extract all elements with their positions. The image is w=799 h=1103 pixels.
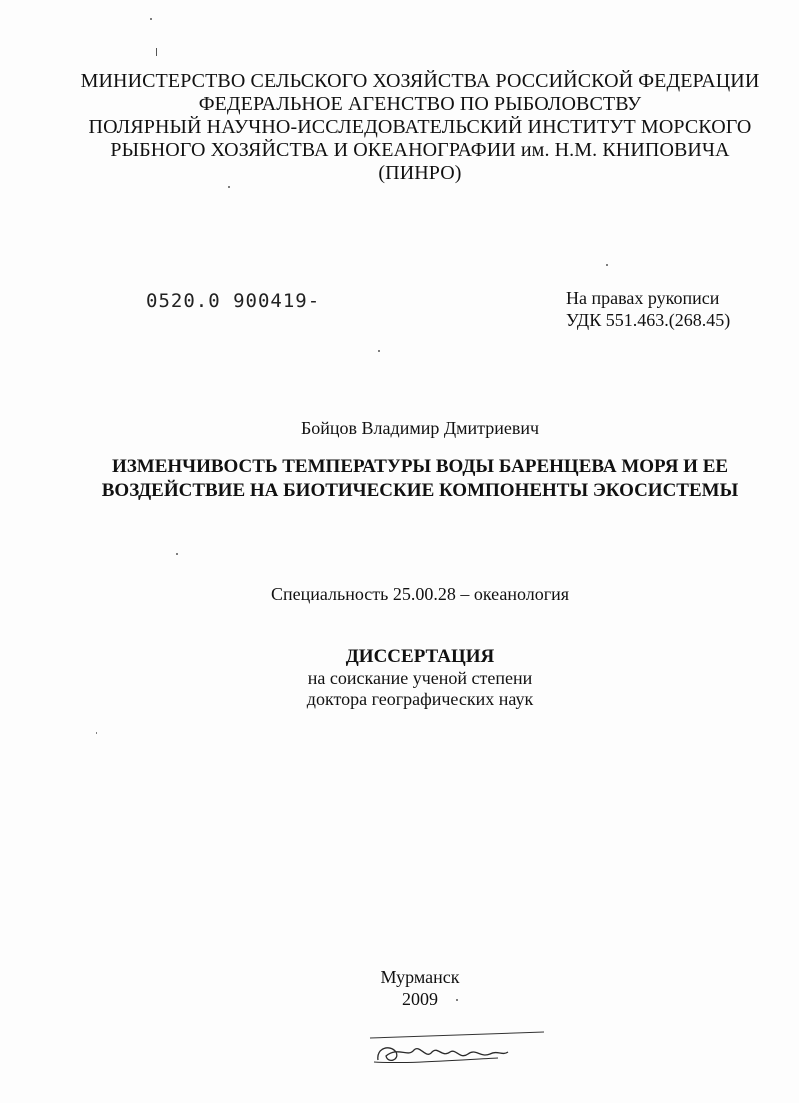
scan-speck: [378, 350, 380, 352]
header-line-ministry: МИНИСТЕРСТВО СЕЛЬСКОГО ХОЗЯЙСТВА РОССИЙСКОЙ ФЕДЕРАЦИИ: [80, 70, 760, 92]
scan-speck: [96, 732, 97, 734]
header-line-institute: ПОЛЯРНЫЙ НАУЧНО-ИССЛЕДОВАТЕЛЬСКИЙ ИНСТИТУТ МОРСКОГО: [88, 116, 752, 138]
scan-speck: [228, 186, 230, 188]
rights-line: На правах рукописи: [566, 288, 720, 308]
header-line-abbreviation: (ПИНРО): [378, 162, 462, 184]
degree-line-2: доктора географических наук: [306, 689, 534, 709]
title-line-1: ИЗМЕНЧИВОСТЬ ТЕМПЕРАТУРЫ ВОДЫ БАРЕНЦЕВА МОРЯ И ЕЕ: [111, 456, 729, 477]
year: 2009: [402, 989, 438, 1009]
inventory-number: 0520.0 900419-: [146, 290, 321, 312]
title-line-2: ВОЗДЕЙСТВИЕ НА БИОТИЧЕСКИЕ КОМПОНЕНТЫ ЭКОСИСТЕМЫ: [101, 480, 739, 501]
scan-speck: [150, 18, 152, 20]
header-line-institute-cont: РЫБНОГО ХОЗЯЙСТВА И ОКЕАНОГРАФИИ им. Н.М. КНИПОВИЧА: [110, 139, 730, 161]
city: Мурманск: [380, 967, 460, 987]
dissertation-title: [0, 455, 799, 503]
scan-speck: [606, 264, 608, 266]
signature-scribble: [368, 1030, 548, 1070]
udc-code: УДК 551.463.(268.45): [566, 310, 731, 330]
scan-speck: [456, 999, 458, 1001]
dissertation-heading: ДИССЕРТАЦИЯ: [345, 646, 495, 667]
manuscript-rights: [566, 287, 730, 331]
dissertation-block: [0, 646, 799, 710]
degree-line-1: на соискание ученой степени: [307, 668, 533, 688]
scan-speck: [176, 553, 178, 555]
place-and-year: [0, 966, 799, 1010]
author-name: Бойцов Владимир Дмитриевич: [300, 418, 540, 438]
speciality: Специальность 25.00.28 – океанология: [270, 584, 570, 604]
scan-speck: [156, 48, 157, 56]
header-line-agency: ФЕДЕРАЛЬНОЕ АГЕНСТВО ПО РЫБОЛОВСТВУ: [198, 93, 642, 115]
institution-header: [0, 70, 799, 185]
